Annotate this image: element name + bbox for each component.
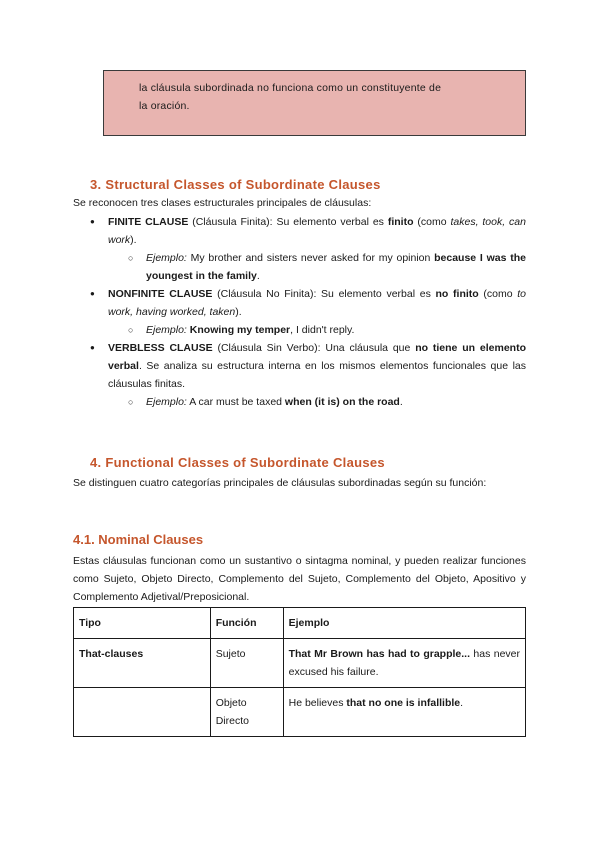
- table-cell: He believes that no one is infallible.: [283, 688, 525, 737]
- section-3-intro: Se reconocen tres clases estructurales principales de cláusulas:: [73, 197, 372, 209]
- list-item: ● VERBLESS CLAUSE (Cláusula Sin Verbo): Una cláusula que no tiene un elemento verbal. Se analiza su estructura interna en los mismos elementos funcionales que las cláusulas finitas. ○ Ejemplo: A car must be taxed when (it is) on the road.: [90, 339, 526, 411]
- table-header: Función: [210, 608, 283, 639]
- section-3-title: 3. Structural Classes of Subordinate Clauses: [90, 177, 381, 192]
- table-cell: Objeto Directo: [210, 688, 283, 737]
- table-cell: [74, 688, 211, 737]
- circle-bullet-icon: ○: [128, 325, 134, 335]
- table-row: [74, 688, 526, 737]
- list-item: ● NONFINITE CLAUSE (Cláusula No Finita): Su elemento verbal es no finito (como to work, having worked, taken). ○ Ejemplo: Knowing my temper, I didn't reply.: [90, 285, 526, 339]
- table-cell: That Mr Brown has had to grapple... has never excused his failure.: [283, 639, 525, 688]
- note-box: [103, 70, 526, 136]
- table-header: Ejemplo: [283, 608, 525, 639]
- table-row: [74, 639, 526, 688]
- term: NONFINITE CLAUSE: [108, 288, 213, 300]
- example-item: ○ Ejemplo: Knowing my temper, I didn't reply.: [108, 321, 526, 339]
- note-line-1: la cláusula subordinada no funciona como un constituyente de: [139, 82, 442, 94]
- section-4-title: 4. Functional Classes of Subordinate Clauses: [90, 455, 385, 470]
- example-item: ○ Ejemplo: A car must be taxed when (it is) on the road.: [108, 393, 526, 411]
- section-4-1-intro: Estas cláusulas funcionan como un sustantivo o sintagma nominal, y pueden realizar funciones como Sujeto, Objeto Directo, Complemento del Sujeto, Complemento del Objeto, Apositivo y Complemento Adjetival/Preposicional.: [73, 555, 526, 603]
- circle-bullet-icon: ○: [128, 397, 134, 407]
- table-cell: That-clauses: [74, 639, 211, 688]
- list-item: ● FINITE CLAUSE (Cláusula Finita): Su elemento verbal es finito (como takes, took, can work). ○ Ejemplo: My brother and sisters never asked for my opinion because I was the youngest in the family.: [90, 213, 526, 285]
- table-cell: Sujeto: [210, 639, 283, 688]
- section-4-intro: Se distinguen cuatro categorías principales de cláusulas subordinadas según su función:: [73, 477, 487, 489]
- table-header-row: [74, 608, 526, 639]
- term: FINITE CLAUSE: [108, 216, 189, 228]
- nominal-clauses-table: [73, 607, 526, 737]
- note-line-2: la oración.: [139, 100, 190, 112]
- circle-bullet-icon: ○: [128, 253, 134, 263]
- structural-classes-list: [90, 213, 526, 411]
- term: VERBLESS CLAUSE: [108, 342, 213, 354]
- example-item: ○ Ejemplo: My brother and sisters never asked for my opinion because I was the youngest in the family.: [108, 249, 526, 285]
- section-4-1-title: 4.1. Nominal Clauses: [73, 532, 204, 547]
- table-header: Tipo: [74, 608, 211, 639]
